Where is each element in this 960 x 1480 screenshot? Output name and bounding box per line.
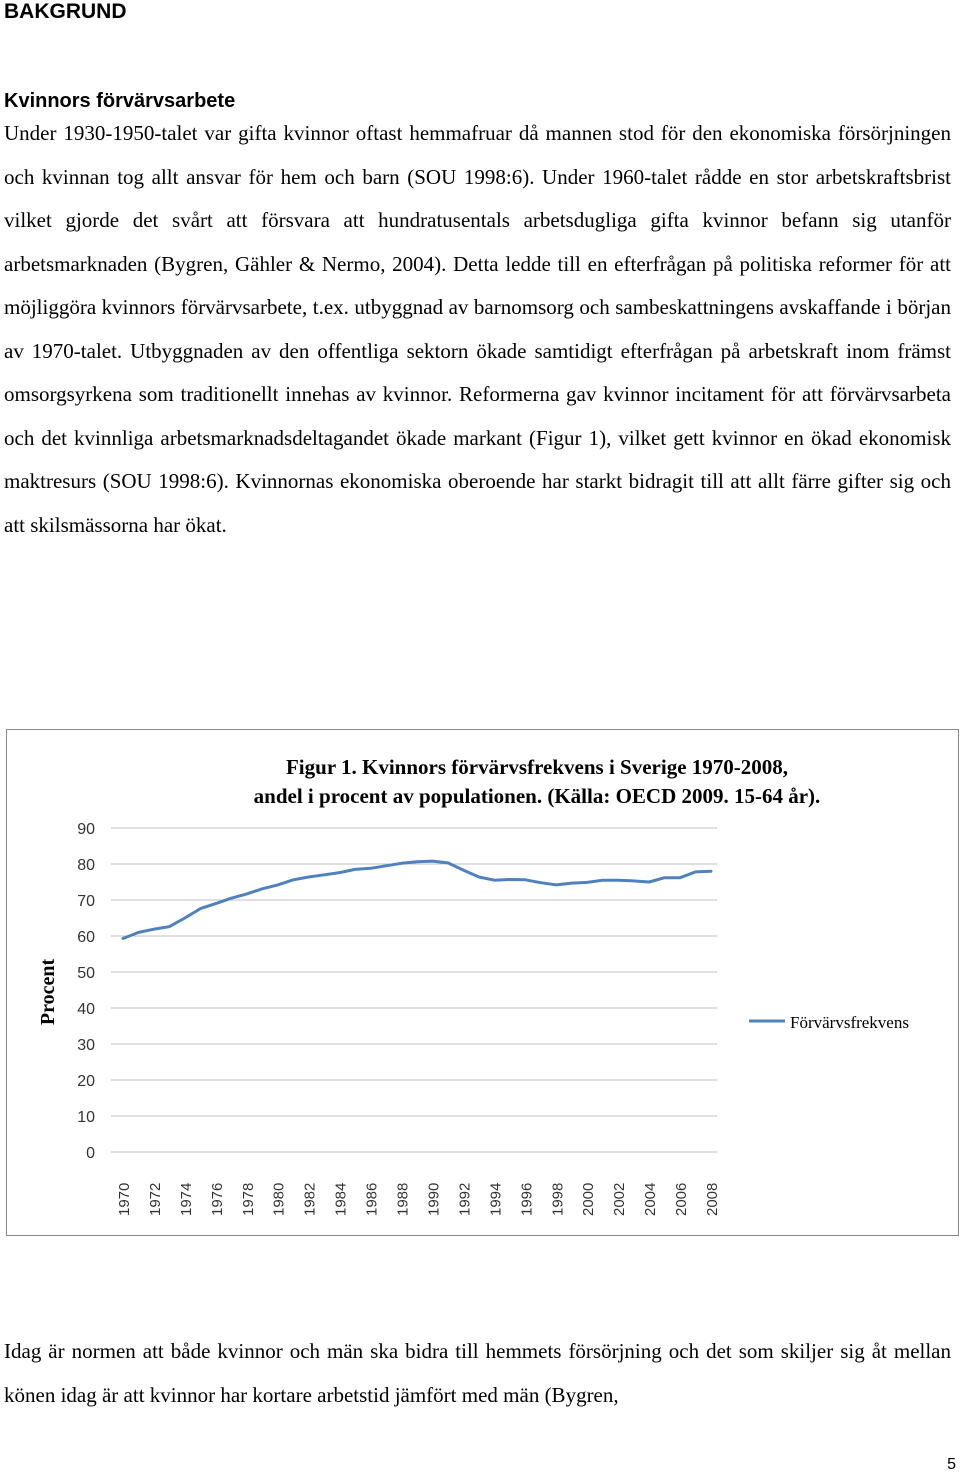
x-tick-label: 1972 (146, 1182, 164, 1216)
x-tick-label: 1978 (239, 1182, 257, 1216)
paragraph-1: Under 1930-1950-talet var gifta kvinnor oftast hemmafruar då mannen stod för den ekonomiska försörjningen och kvinnan tog allt ansvar för hem och barn (SOU 1998:6). Under 1960-talet rådde en stor arbetskraftsbrist vilket gjorde det svårt att försvara att hundratusentals arbetsdugliga gifta kvinnor befann sig utanför arbetsmarknaden (Bygren, Gähler & Nermo, 2004). Detta ledde till en efterfrågan på politiska reformer för att möjliggöra kvinnors förvärvsarbete, t.ex. utbyggnad av barnomsorg och sambeskattningens avskaffande i början av 1970-talet. Utbyggnaden av den offentliga sektorn ökade samtidigt efterfrågan på arbetskraft inom främst omsorgsyrkena som traditionellt innehas av kvinnor. Reformerna gav kvinnor incitament för att förvärvsarbeta och det kvinnliga arbetsmarknadsdeltagandet ökade markant (Figur 1), vilket gett kvinnor en ökad ekonomisk maktresurs (SOU 1998:6). Kvinnornas ekonomiska oberoende har starkt bidragit till att allt färre gifter sig och att skilsmässorna har ökat. (4, 121, 951, 537)
x-tick-label: 1990 (425, 1182, 443, 1216)
y-tick-label: 50 (77, 965, 95, 982)
x-tick-label: 1996 (518, 1182, 536, 1216)
x-tick-label: 1974 (177, 1182, 195, 1216)
y-tick-label: 10 (77, 1109, 95, 1126)
y-tick-label: 0 (86, 1145, 95, 1162)
page-number: 5 (947, 1456, 956, 1473)
x-tick-label: 2006 (673, 1182, 691, 1216)
x-tick-label: 1976 (208, 1182, 226, 1216)
y-tick-label: 70 (77, 893, 95, 910)
subheading: Kvinnors förvärvsarbete (4, 90, 236, 112)
x-tick-label: 2002 (611, 1182, 629, 1216)
figure-1 (6, 729, 959, 1236)
x-tick-label: 2004 (642, 1182, 660, 1216)
x-tick-label: 1992 (456, 1182, 474, 1216)
y-tick-label: 20 (77, 1073, 95, 1090)
x-tick-label: 2000 (580, 1182, 598, 1216)
x-tick-label: 2008 (704, 1182, 721, 1216)
x-tick-label: 1998 (549, 1182, 567, 1216)
y-tick-label: 60 (77, 929, 95, 946)
y-tick-labels (77, 821, 95, 1162)
y-tick-label: 40 (77, 1001, 95, 1018)
legend (749, 1013, 909, 1032)
paragraph-2: Idag är normen att både kvinnor och män ska bidra till hemmets försörjning och det som skiljer sig åt mellan könen idag är att kvinnor har kortare arbetstid jämfört med män (Bygren, (4, 1339, 951, 1407)
x-tick-label: 1984 (332, 1182, 350, 1216)
chart-title-line-2: andel i procent av populationen. (Källa: OECD 2009. 15-64 år). (253, 784, 821, 808)
x-tick-label: 1982 (301, 1182, 319, 1216)
x-tick-label: 1988 (394, 1182, 412, 1216)
x-tick-label: 1994 (487, 1182, 505, 1216)
x-tick-label: 1970 (116, 1182, 133, 1216)
section-heading: BAKGRUND (4, 0, 127, 23)
gridlines (111, 828, 717, 1152)
x-tick-labels (116, 1183, 721, 1216)
x-tick-label: 1980 (270, 1182, 288, 1216)
y-tick-label: 80 (77, 857, 95, 874)
y-axis-label: Procent (37, 958, 59, 1026)
x-tick-label: 1986 (363, 1182, 381, 1216)
y-tick-label: 90 (77, 821, 95, 838)
y-tick-label: 30 (77, 1037, 95, 1054)
line-chart (7, 730, 958, 1235)
chart-title-line-1: Figur 1. Kvinnors förvärvsfrekvens i Sverige 1970-2008, (285, 755, 789, 779)
legend-label: Förvärvsfrekvens (790, 1013, 909, 1032)
